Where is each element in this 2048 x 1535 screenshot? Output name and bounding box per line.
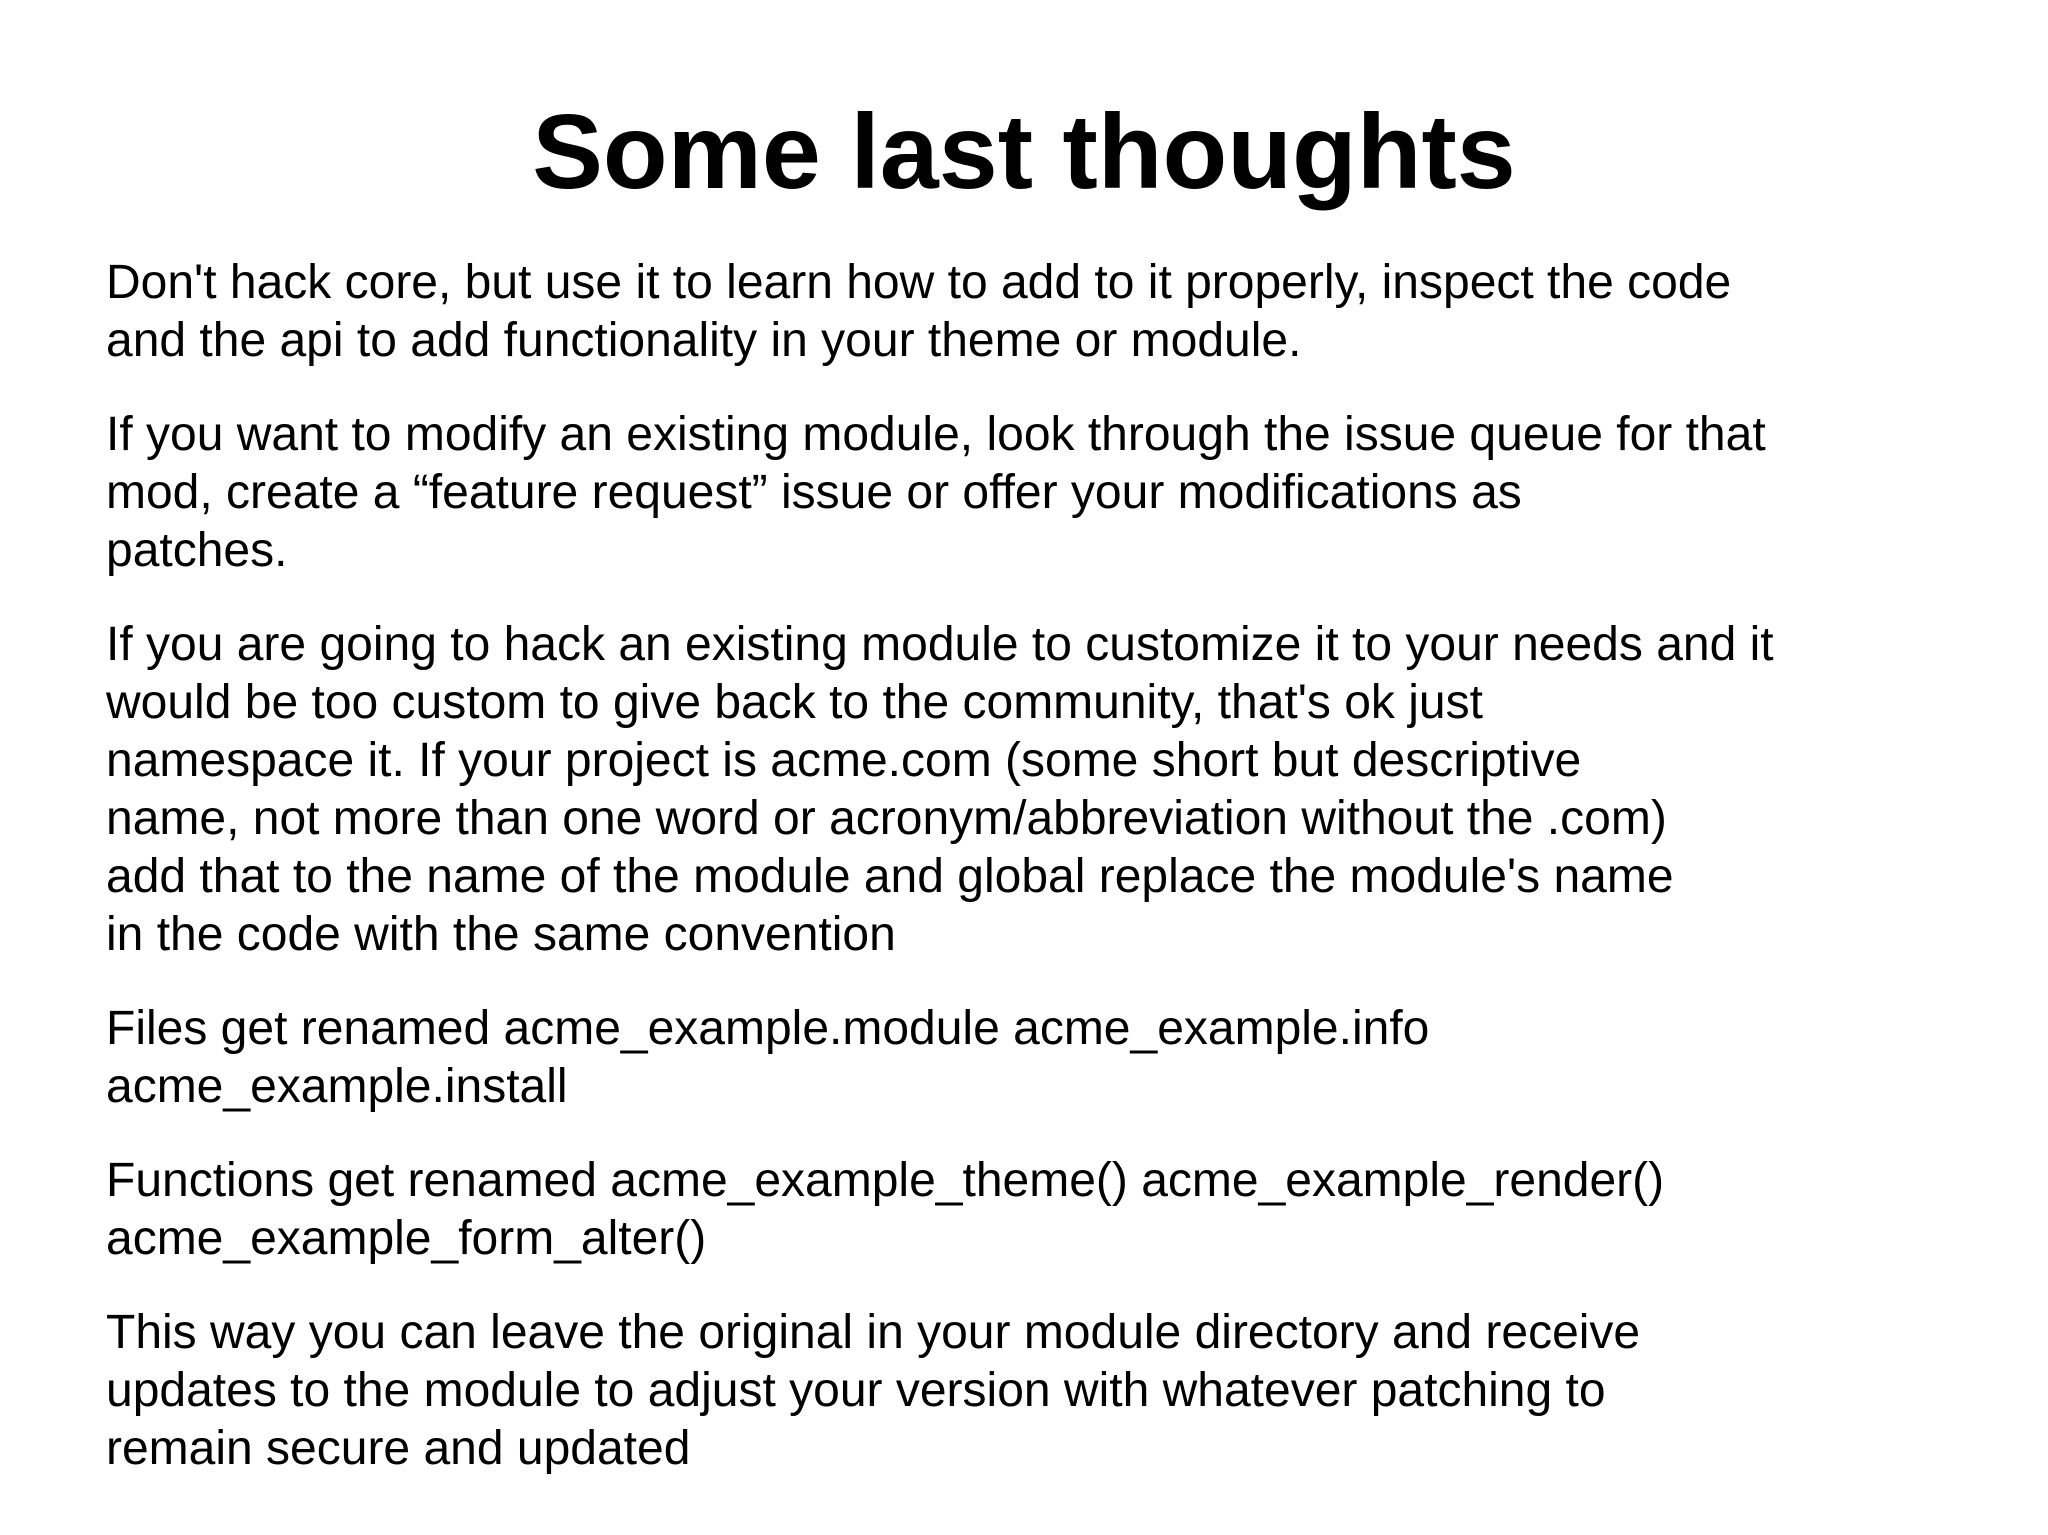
paragraph-dont-hack-core <box>106 254 1986 370</box>
paragraph-line: would be too custom to give back to the community, that's ok just <box>106 676 1483 729</box>
paragraph-line: Don't hack core, but use it to learn how to add to it properly, inspect the code <box>106 256 1732 309</box>
paragraph-functions-renamed <box>106 1152 1986 1268</box>
paragraph-this-way <box>106 1304 1986 1478</box>
paragraph-line: Functions get renamed acme_example_theme() acme_example_render() <box>106 1154 1665 1207</box>
paragraph-files-renamed <box>106 1000 1986 1116</box>
paragraph-line: in the code with the same convention <box>106 908 896 961</box>
slide-body <box>106 254 1986 1514</box>
paragraph-line: If you are going to hack an existing module to customize it to your needs and it <box>106 618 1774 671</box>
paragraph-line: Files get renamed acme_example.module acme_example.info <box>106 1002 1430 1055</box>
paragraph-line: This way you can leave the original in your module directory and receive <box>106 1306 1641 1359</box>
paragraph-line: mod, create a “feature request” issue or offer your modifications as <box>106 466 1522 519</box>
paragraph-line: name, not more than one word or acronym/abbreviation without the .com) <box>106 792 1667 845</box>
slide-title: Some last thoughts <box>532 93 1516 211</box>
paragraph-line: acme_example_form_alter() <box>106 1212 707 1265</box>
paragraph-line: If you want to modify an existing module, look through the issue queue for that <box>106 408 1766 461</box>
paragraph-modify-module <box>106 406 1986 580</box>
paragraph-hack-module <box>106 616 1986 964</box>
paragraph-line: patches. <box>106 524 288 577</box>
paragraph-line: remain secure and updated <box>106 1422 691 1475</box>
paragraph-line: namespace it. If your project is acme.com (some short but descriptive <box>106 734 1582 787</box>
paragraph-line: add that to the name of the module and global replace the module's name <box>106 850 1674 903</box>
paragraph-line: and the api to add functionality in your theme or module. <box>106 314 1302 367</box>
paragraph-line: acme_example.install <box>106 1060 568 1113</box>
paragraph-line: updates to the module to adjust your version with whatever patching to <box>106 1364 1606 1417</box>
